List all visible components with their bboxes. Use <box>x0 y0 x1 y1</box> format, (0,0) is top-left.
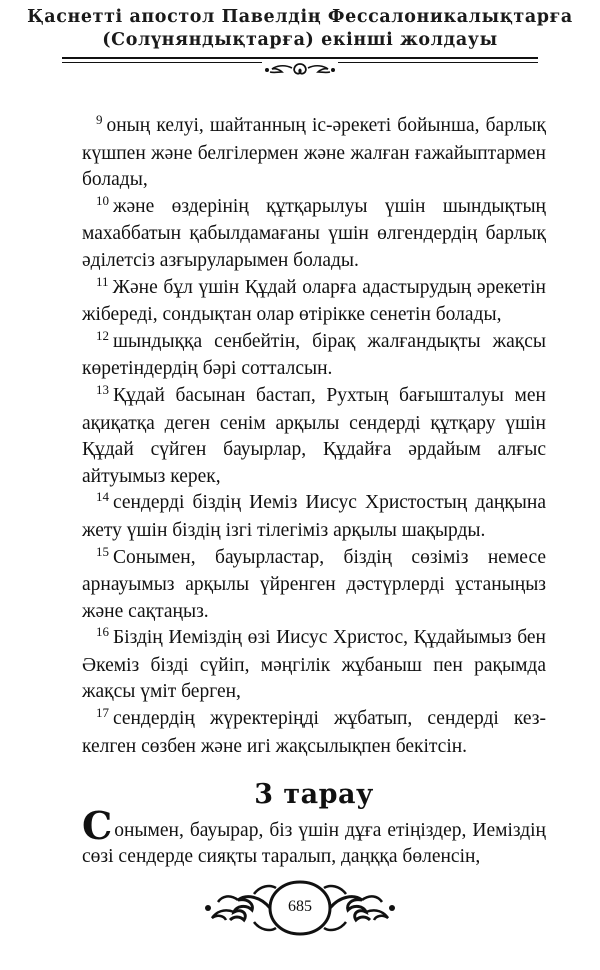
verse-17 <box>82 706 546 760</box>
header-rule-thick <box>62 57 538 59</box>
header-line-2: (Солүняндықтарға) екінші жолдауы <box>102 30 498 50</box>
page-number: 685 <box>288 898 312 915</box>
verse-text: және өздерінің құтқарылуы үшін шындықтың махаббатын қабылдамағаны үшін өлгендердің барлық әділетсіз азғыруларымен болады. <box>82 195 546 271</box>
verse-13 <box>82 383 546 490</box>
verse-number: 15 <box>96 543 109 559</box>
header-line-1: Қаснетті апостол Павелдің Фессалоникалықтарға <box>27 7 573 27</box>
verse-number: 11 <box>96 273 109 289</box>
verse-text: сендерді біздің Иеміз Иисус Христостың даңқына жету үшін біздің ізгі тілегіміз арқылы шақырды. <box>82 492 546 541</box>
verse-number: 13 <box>96 381 109 397</box>
verse-15 <box>82 545 546 626</box>
verse-text: Біздің Иеміздің өзі Иисус Христос, Құдайымыз бен Әкеміз бізді сүйіп, мәңгілік жұбаныш пен рақымда жақсы үміт берген, <box>82 627 546 703</box>
verse-text: шындыққа сенбейтін, бірақ жалғандықты жақсы көретіндердің бәрі сотталсын. <box>82 330 546 380</box>
verse-11 <box>82 275 546 329</box>
verse-number: 17 <box>96 705 109 721</box>
page-footer <box>0 878 600 938</box>
verse-14 <box>82 490 546 544</box>
verse-text: Сонымен, бауырластар, біздің сөзіміз немесе арнауымыз арқылы үйренген дәстүрлерді ұстаныңыз және сақтаңыз. <box>82 546 546 622</box>
verse-number: 9 <box>96 112 103 127</box>
header-ornament-icon <box>262 60 338 80</box>
verse-12 <box>82 329 546 383</box>
verse-number: 14 <box>96 489 109 505</box>
verse-number: 10 <box>96 192 109 208</box>
scripture-text <box>82 113 546 871</box>
verse-text: сендердің жүректеріңді жұбатып, сендерді кез-келген сөзбен және игі жақсылықпен бекітсін. <box>82 708 546 757</box>
drop-cap: С <box>82 802 113 848</box>
verse-number: 16 <box>96 624 109 640</box>
verse-16 <box>82 625 546 706</box>
chapter-first-paragraph <box>82 802 546 871</box>
verse-10 <box>82 194 546 275</box>
verse-text: оның келуі, шайтанның іс-әрекеті бойынша, барлық күшпен және белгілермен және жалған ғажайыптармен болады, <box>82 115 546 191</box>
verse-9 <box>82 113 546 194</box>
running-header <box>0 6 600 52</box>
verse-text: Құдай басынан бастап, Рухтың бағышталуы мен ақиқатқа деген сенім арқылы сендерді құтқару үшін Құдай сүйген бауырлар, Құдайға әрдайым алғыс айтуымыз керек, <box>82 384 546 487</box>
chapter-title: 3 тарау <box>254 779 374 811</box>
verse-number: 12 <box>96 327 109 343</box>
paragraph-text: онымен, бауырар, біз үшін дұға етіңіздер, Иеміздің сөзі сендерде сияқты таралып, даңққа бөленсін, <box>82 819 546 868</box>
verse-text: Және бұл үшін Құдай оларға адастырудың әрекетін жібереді, сондықтан олар өтірікке сенетін болады, <box>82 276 546 326</box>
